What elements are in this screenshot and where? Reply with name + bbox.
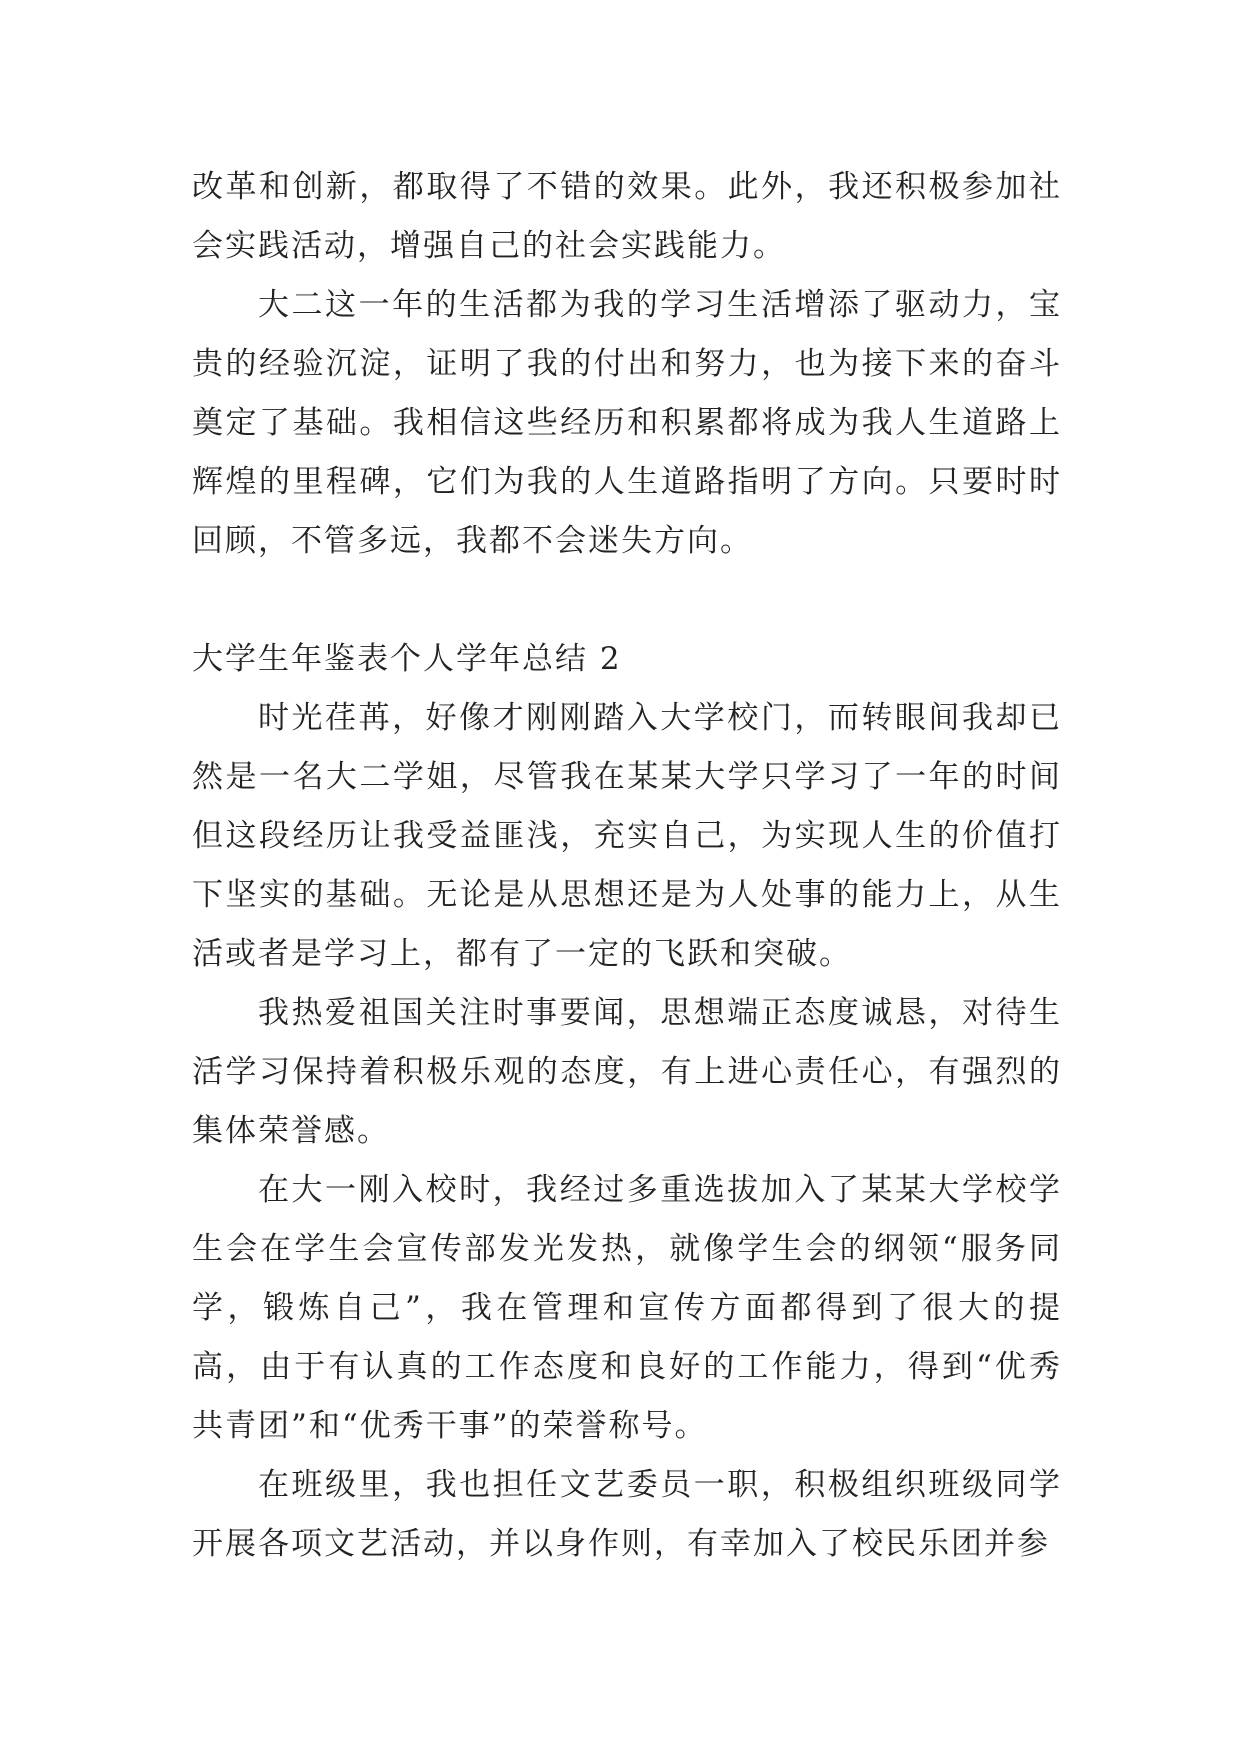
paragraph: 在班级里，我也担任文艺委员一职，积极组织班级同学开展各项文艺活动，并以身作则，有幸加入了校民乐团并参 bbox=[192, 1467, 1062, 1562]
paragraph: 在大一刚入校时，我经过多重选拔加入了某某大学校学生会在学生会宣传部发光发热，就像学生会的纲领“服务同学，锻炼自己”，我在管理和宣传方面都得到了很大的提高，由于有认真的工作态度和良好的工作能力，得到“优秀共青团”和“优秀干事”的荣誉称号。 bbox=[192, 1172, 1062, 1444]
section-title: 大学生年鉴表个人学年总结 2 bbox=[192, 641, 622, 677]
document-body bbox=[192, 158, 1062, 1574]
paragraph: 时光荏苒，好像才刚刚踏入大学校门，而转眼间我却已然是一名大二学姐，尽管我在某某大学只学习了一年的时间但这段经历让我受益匪浅，充实自己，为实现人生的价值打下坚实的基础。无论是从思想还是为人处事的能力上，从生活或者是学习上，都有了一定的飞跃和突破。 bbox=[192, 700, 1062, 972]
paragraph: 我热爱祖国关注时事要闻，思想端正态度诚恳，对待生活学习保持着积极乐观的态度，有上进心责任心，有强烈的集体荣誉感。 bbox=[192, 995, 1062, 1149]
paragraph: 改革和创新，都取得了不错的效果。此外，我还积极参加社会实践活动，增强自己的社会实践能力。 bbox=[192, 169, 1062, 264]
paragraph: 大二这一年的生活都为我的学习生活增添了驱动力，宝贵的经验沉淀，证明了我的付出和努力，也为接下来的奋斗奠定了基础。我相信这些经历和积累都将成为我人生道路上辉煌的里程碑，它们为我的人生道路指明了方向。只要时时回顾，不管多远，我都不会迷失方向。 bbox=[192, 287, 1062, 559]
